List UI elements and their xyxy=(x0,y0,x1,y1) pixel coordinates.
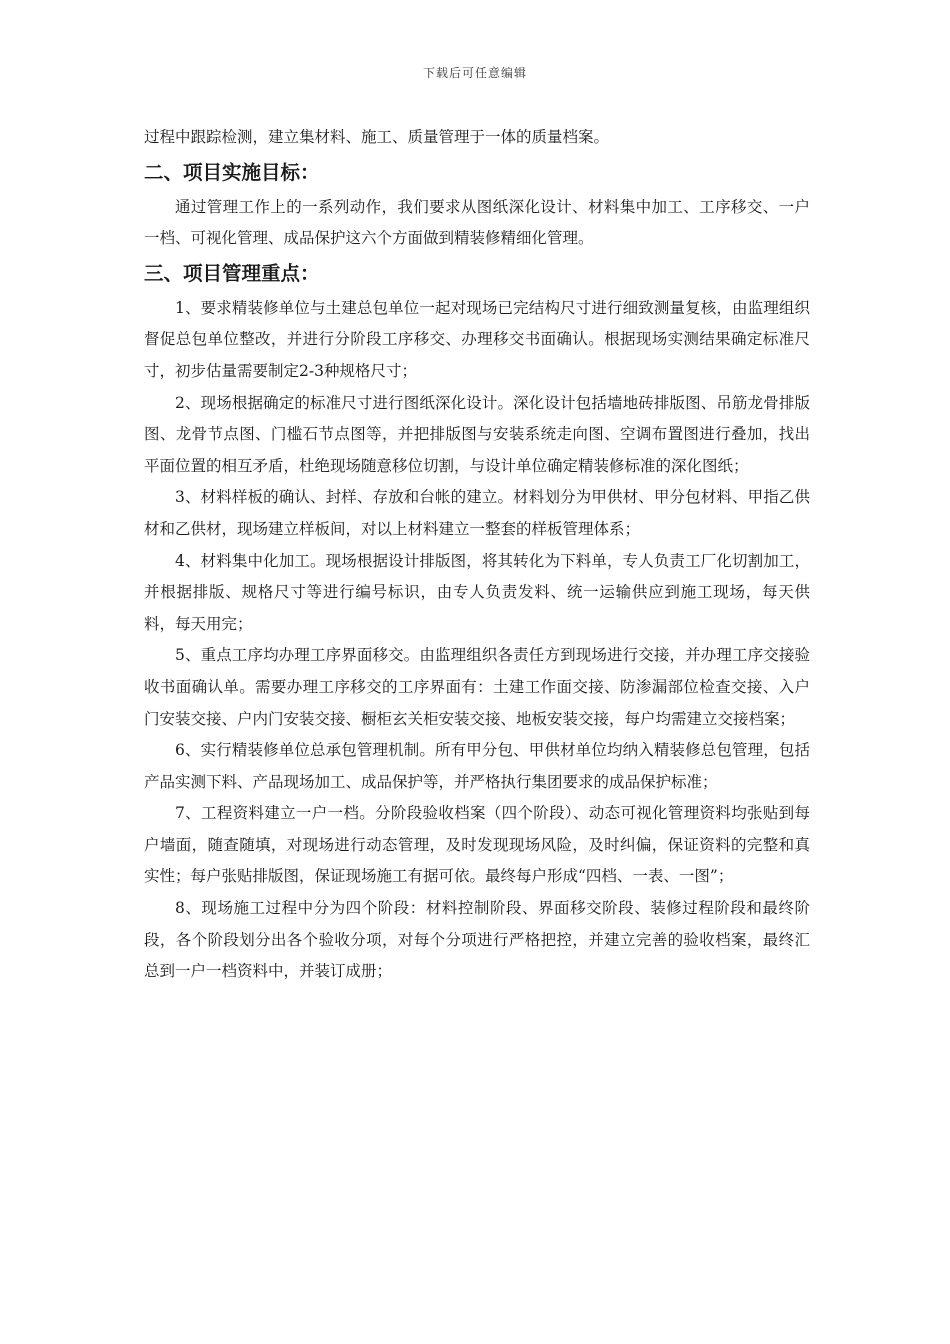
section-heading-management-focus: 三、项目管理重点： xyxy=(144,261,320,285)
management-focus-item-5: 5、重点工序均办理工序界面移交。由监理组织各责任方到现场进行交接，并办理工序交接验收书面确认单。需要办理工序移交的工序界面有：土建工作面交接、防渗漏部位检查交接、入户门安装交接、户内门安装交接、橱柜玄关柜安装交接、地板安装交接，每户均需建立交接档案； xyxy=(144,646,810,728)
management-focus-item-8: 8、现场施工过程中分为四个阶段：材料控制阶段、界面移交阶段、装修过程阶段和最终阶段，各个阶段划分出各个验收分项，对每个分项进行严格把控，并建立完善的验收档案，最终汇总到一户一档资料中，并装订成册； xyxy=(144,899,810,981)
intro-paragraph-tail: 过程中跟踪检测，建立集材料、施工、质量管理于一体的质量档案。 xyxy=(144,128,610,146)
management-focus-item-6: 6、实行精装修单位总承包管理机制。所有甲分包、甲供材单位均纳入精装修总包管理，包括产品实测下料、产品现场加工、成品保护等，并严格执行集团要求的成品保护标准； xyxy=(144,741,810,791)
management-focus-item-7: 7、工程资料建立一户一档。分阶段验收档案（四个阶段）、动态可视化管理资料均张贴到每户墙面，随查随填，对现场进行动态管理，及时发现现场风险，及时纠偏，保证资料的完整和真实性；每户张贴排版图，保证现场施工有据可依。最终每户形成“四档、一表、一图”； xyxy=(144,804,810,886)
page-header: 下载后可任意编辑 xyxy=(422,66,527,80)
section-heading-implementation-goals: 二、项目实施目标： xyxy=(144,160,320,184)
management-focus-item-3: 3、材料样板的确认、封样、存放和台帐的建立。材料划分为甲供材、甲分包材料、甲指乙供材和乙供材，现场建立样板间，对以上材料建立一整套的样板管理体系； xyxy=(144,488,810,538)
management-focus-item-4: 4、材料集中化加工。现场根据设计排版图，将其转化为下料单，专人负责工厂化切割加工，并根据排版、规格尺寸等进行编号标识，由专人负责发料、统一运输供应到施工现场，每天供料，每天用完； xyxy=(144,551,810,633)
implementation-goals-paragraph: 通过管理工作上的一系列动作，我们要求从图纸深化设计、材料集中加工、工序移交、一户一档、可视化管理、成品保护这六个方面做到精装修精细化管理。 xyxy=(144,197,810,248)
document-body xyxy=(144,122,810,988)
management-focus-item-1: 1、要求精装修单位与土建总包单位一起对现场已完结构尺寸进行细致测量复核，由监理组织督促总包单位整改，并进行分阶段工序移交、办理移交书面确认。根据现场实测结果确定标准尺寸，初步估量需要制定2-3种规格尺寸； xyxy=(144,298,810,380)
management-focus-item-2: 2、现场根据确定的标准尺寸进行图纸深化设计。深化设计包括墙地砖排版图、吊筋龙骨排版图、龙骨节点图、门槛石节点图等，并把排版图与安装系统走向图、空调布置图进行叠加，找出平面位置的相互矛盾，杜绝现场随意移位切割，与设计单位确定精装修标准的深化图纸； xyxy=(144,393,810,475)
